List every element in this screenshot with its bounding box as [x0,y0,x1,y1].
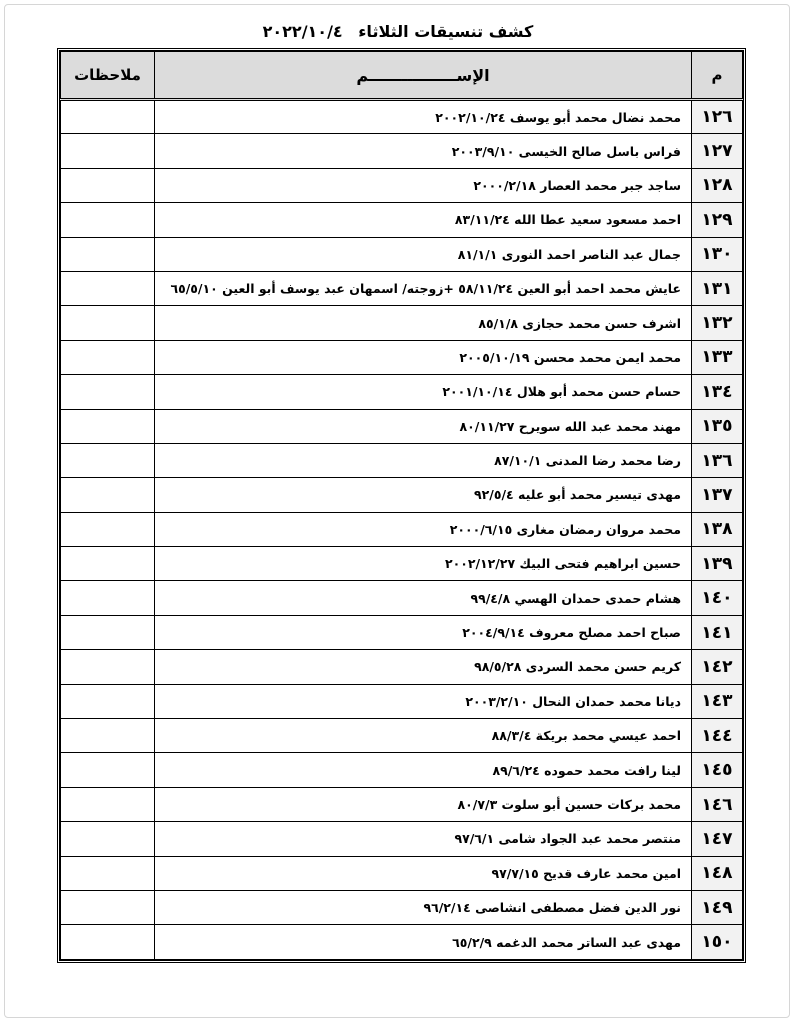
row-number-cell: ١٤٥ [692,753,743,787]
row-notes-cell [61,512,155,546]
header-row [61,52,743,100]
row-notes-cell [61,719,155,753]
row-name-cell: مهدى تيسير محمد أبو عليه ٩٢/٥/٤ [155,478,692,512]
row-notes-cell [61,787,155,821]
row-number-cell: ١٣٤ [692,375,743,409]
row-number-cell: ١٢٨ [692,168,743,202]
row-name-cell: كريم حسن محمد السردى ٩٨/٥/٢٨ [155,650,692,684]
row-notes-cell [61,271,155,305]
row-notes-cell [61,134,155,168]
row-number-cell: ١٤٣ [692,684,743,718]
table-row [61,443,743,477]
row-name-cell: محمد بركات حسين أبو سلوت ٨٠/٧/٣ [155,787,692,821]
row-notes-cell [61,684,155,718]
row-name-cell: مهدى عبد الساتر محمد الدغمه ٦٥/٢/٩ [155,925,692,960]
row-notes-cell [61,581,155,615]
table-row [61,925,743,960]
row-number-cell: ١٤٤ [692,719,743,753]
row-name-cell: صباح احمد مصلح معروف ٢٠٠٤/٩/١٤ [155,615,692,649]
row-number-cell: ١٣١ [692,271,743,305]
header-number: م [692,52,743,100]
table-row [61,512,743,546]
row-number-cell: ١٢٧ [692,134,743,168]
row-notes-cell [61,925,155,960]
row-name-cell: عايش محمد احمد أبو العين ٥٨/١١/٢٤ +زوجته/ اسمهان عبد يوسف أبو العين ٦٥/٥/١٠ [155,271,692,305]
row-name-cell: محمد نضال محمد أبو يوسف ٢٠٠٢/١٠/٢٤ [155,100,692,134]
row-name-cell: ديانا محمد حمدان النحال ٢٠٠٣/٢/١٠ [155,684,692,718]
table-row [61,787,743,821]
row-notes-cell [61,375,155,409]
table-row [61,168,743,202]
row-number-cell: ١٢٩ [692,203,743,237]
row-name-cell: حسام حسن محمد أبو هلال ٢٠٠١/١٠/١٤ [155,375,692,409]
row-number-cell: ١٣٣ [692,340,743,374]
row-notes-cell [61,306,155,340]
table-row [61,822,743,856]
row-number-cell: ١٣٧ [692,478,743,512]
row-number-cell: ١٣٠ [692,237,743,271]
header-name: الإســــــــــــــــم [155,52,692,100]
row-notes-cell [61,890,155,924]
row-notes-cell [61,478,155,512]
table-row [61,684,743,718]
row-notes-cell [61,650,155,684]
table-row [61,856,743,890]
roster-table-container [57,48,746,963]
roster-table [60,51,743,960]
table-row [61,409,743,443]
table-row [61,547,743,581]
row-notes-cell [61,237,155,271]
row-notes-cell [61,168,155,202]
row-number-cell: ١٤٢ [692,650,743,684]
row-notes-cell [61,856,155,890]
document-title [0,20,796,44]
table-row [61,615,743,649]
header-notes: ملاحظات [61,52,155,100]
row-name-cell: احمد عيسي محمد بريكة ٨٨/٣/٤ [155,719,692,753]
title-date: ٢٠٢٢/١٠/٤ [262,22,343,41]
table-row [61,753,743,787]
row-name-cell: هشام حمدى حمدان الهسي ٩٩/٤/٨ [155,581,692,615]
table-row [61,478,743,512]
row-notes-cell [61,822,155,856]
row-name-cell: لينا رافت محمد حموده ٨٩/٦/٢٤ [155,753,692,787]
row-name-cell: اشرف حسن محمد حجازى ٨٥/١/٨ [155,306,692,340]
row-number-cell: ١٤٨ [692,856,743,890]
row-number-cell: ١٢٦ [692,100,743,134]
table-row [61,650,743,684]
row-name-cell: ساجد جبر محمد العصار ٢٠٠٠/٢/١٨ [155,168,692,202]
row-number-cell: ١٤٩ [692,890,743,924]
table-row [61,375,743,409]
row-number-cell: ١٣٢ [692,306,743,340]
table-row [61,719,743,753]
table-row [61,203,743,237]
row-name-cell: احمد مسعود سعيد عطا الله ٨٣/١١/٢٤ [155,203,692,237]
row-name-cell: فراس باسل صالح الخيسى ٢٠٠٣/٩/١٠ [155,134,692,168]
row-number-cell: ١٥٠ [692,925,743,960]
row-name-cell: محمد ايمن محمد محسن ٢٠٠٥/١٠/١٩ [155,340,692,374]
row-notes-cell [61,340,155,374]
table-body [61,100,743,960]
row-name-cell: نور الدين فضل مصطفى انشاصى ٩٦/٢/١٤ [155,890,692,924]
table-row [61,100,743,134]
row-number-cell: ١٣٦ [692,443,743,477]
row-number-cell: ١٤١ [692,615,743,649]
table-header [61,52,743,100]
title-text: كشف تنسيقات الثلاثاء [358,22,534,41]
table-row [61,134,743,168]
table-row [61,271,743,305]
table-row [61,237,743,271]
row-notes-cell [61,615,155,649]
row-name-cell: محمد مروان رمضان مغارى ٢٠٠٠/٦/١٥ [155,512,692,546]
row-number-cell: ١٤٧ [692,822,743,856]
row-number-cell: ١٣٨ [692,512,743,546]
row-notes-cell [61,100,155,134]
row-name-cell: مهند محمد عبد الله سويرح ٨٠/١١/٢٧ [155,409,692,443]
table-row [61,306,743,340]
row-name-cell: امين محمد عارف قديح ٩٧/٧/١٥ [155,856,692,890]
table-row [61,340,743,374]
row-name-cell: رضا محمد رضا المدنى ٨٧/١٠/١ [155,443,692,477]
row-notes-cell [61,203,155,237]
row-notes-cell [61,409,155,443]
row-name-cell: جمال عبد الناصر احمد النورى ٨١/١/١ [155,237,692,271]
table-row [61,890,743,924]
row-number-cell: ١٣٥ [692,409,743,443]
row-name-cell: منتصر محمد عبد الجواد شامى ٩٧/٦/١ [155,822,692,856]
row-notes-cell [61,443,155,477]
row-notes-cell [61,753,155,787]
row-notes-cell [61,547,155,581]
row-number-cell: ١٤٦ [692,787,743,821]
table-row [61,581,743,615]
row-name-cell: حسين ابراهيم فتحى البيك ٢٠٠٢/١٢/٢٧ [155,547,692,581]
row-number-cell: ١٤٠ [692,581,743,615]
row-number-cell: ١٣٩ [692,547,743,581]
